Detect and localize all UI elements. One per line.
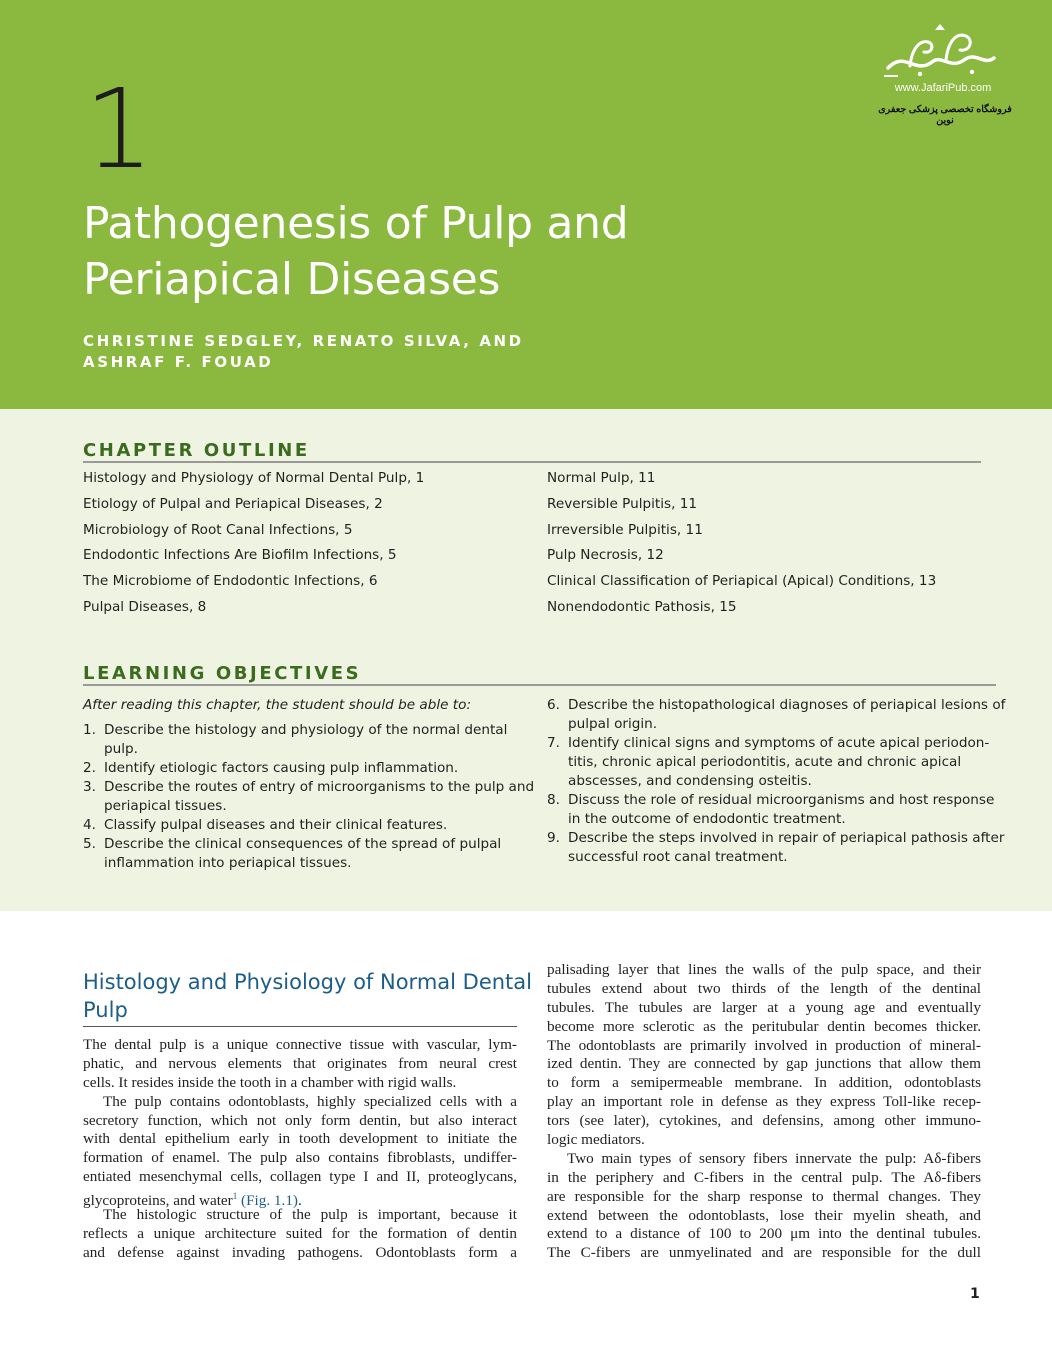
chapter-authors <box>83 331 524 373</box>
body-line: with dental epithelium early in tooth development to initiate the <box>83 1130 517 1148</box>
outline-item[interactable]: Endodontic Infections Are Biofilm Infections, 5 <box>83 547 397 564</box>
objective-item <box>547 829 1005 867</box>
body-line: The histologic structure of the pulp is important, because it <box>103 1206 517 1224</box>
outline-item[interactable]: Pulp Necrosis, 12 <box>547 547 664 564</box>
outline-item[interactable]: Pulpal Diseases, 8 <box>83 598 207 615</box>
body-line: palisading layer that lines the walls of the pulp space, and their <box>547 961 981 978</box>
section-heading-rule <box>83 1026 517 1027</box>
publisher-logo-icon <box>880 20 1000 82</box>
objective-item <box>83 816 523 835</box>
outline-item[interactable]: Microbiology of Root Canal Infections, 5 <box>83 521 353 538</box>
body-line: formation of enamel. The pulp also contains fibroblasts, undiffer- <box>83 1149 517 1167</box>
body-line: The dental pulp is a unique connective tissue with vascular, lym- <box>83 1036 517 1053</box>
objectives-divider <box>83 684 996 686</box>
body-line: tors (see later), cytokines, and defensins, among other immuno- <box>547 1112 981 1130</box>
learning-objectives-heading: LEARNING OBJECTIVES <box>83 663 362 684</box>
objective-number: 2. <box>83 760 96 776</box>
publisher-shop-name: فروشگاه تخصصی پزشکی جعفری نوین <box>878 104 1012 126</box>
objective-line: inflammation into periapical tissues. <box>104 855 352 871</box>
objective-item <box>547 734 990 791</box>
objective-line: Describe the routes of entry of microorganisms to the pulp and <box>104 779 535 795</box>
outline-item[interactable]: Irreversible Pulpitis, 11 <box>547 521 703 538</box>
objective-item <box>547 696 1006 734</box>
objective-line: Identify etiologic factors causing pulp inflammation. <box>104 760 459 776</box>
body-line: to form a semipermeable membrane. In addition, odontoblasts <box>547 1074 981 1092</box>
objective-line: successful root canal treatment. <box>568 849 788 865</box>
publisher-url: www.JafariPub.com <box>894 82 992 94</box>
figure-reference-link[interactable]: (Fig. 1.1) <box>241 1192 298 1210</box>
chapter-title-line: Pathogenesis of Pulp and <box>83 198 629 249</box>
body-line: glycoproteins, and water$^1$ (Fig. 1.1). <box>83 1191 302 1210</box>
outline-left-column <box>83 467 543 622</box>
objectives-intro: After reading this chapter, the student should be able to: <box>83 697 472 713</box>
outline-item[interactable]: Nonendodontic Pathosis, 15 <box>547 598 737 615</box>
body-line: cells. It resides inside the tooth in a chamber with rigid walls. <box>83 1073 457 1091</box>
chapter-header-band <box>0 0 1052 409</box>
reference-superscript[interactable]: 1 <box>232 1191 238 1202</box>
objective-line: pulp. <box>104 741 138 757</box>
authors-line: CHRISTINE SEDGLEY, RENATO SILVA, AND <box>83 332 524 350</box>
outline-right-column <box>547 467 1007 622</box>
objective-number: 8. <box>547 792 560 808</box>
section-heading-line: Histology and Physiology of Normal Dental <box>83 970 532 994</box>
authors-line: ASHRAF F. FOUAD <box>83 353 274 371</box>
chapter-outline-heading: CHAPTER OUTLINE <box>83 440 310 461</box>
page-number: 1 <box>970 1286 980 1302</box>
objective-line: titis, chronic apical periodontitis, acute and chronic apical <box>568 754 962 770</box>
outline-item[interactable]: Clinical Classification of Periapical (Apical) Conditions, 13 <box>547 573 937 590</box>
body-line-text: glycoproteins, and water <box>83 1192 233 1210</box>
body-line: phatic, and nervous elements that originates from neural crest <box>83 1054 517 1072</box>
objective-item <box>83 721 523 759</box>
body-line: extend between the odontoblasts, lose their myelin sheath, and <box>547 1206 981 1224</box>
outline-item[interactable]: Histology and Physiology of Normal Dental Pulp, 1 <box>83 470 425 486</box>
objective-number: 6. <box>547 697 560 713</box>
body-line: and defense against invading pathogens. Odontoblasts form a <box>83 1243 517 1261</box>
body-line: play an important role in defense as they express Toll-like recep- <box>547 1093 981 1111</box>
objective-line: Discuss the role of residual microorganisms and host response <box>568 792 995 808</box>
outline-item[interactable]: Reversible Pulpitis, 11 <box>547 495 698 512</box>
body-line: ized dentin. They are connected by gap junctions that allow them <box>547 1055 981 1073</box>
objective-line: Describe the steps involved in repair of periapical pathosis after <box>568 830 1005 846</box>
body-line: tubules extend about two thirds of the length of the dentinal <box>547 979 981 997</box>
objective-number: 5. <box>83 836 96 852</box>
chapter-number: 1 <box>84 65 154 193</box>
objective-line: Describe the histopathological diagnoses of periapical lesions of <box>568 697 1006 713</box>
objective-line: periapical tissues. <box>104 798 227 814</box>
body-line: entiated mesenchymal cells, collagen type I and II, proteoglycans, <box>83 1168 517 1186</box>
body-line: Two main types of sensory fibers innervate the pulp: Aδ-fibers <box>567 1149 981 1167</box>
body-line: The odontoblasts are primarily involved in production of mineral- <box>547 1036 981 1054</box>
objective-item <box>83 835 523 873</box>
objective-number: 3. <box>83 779 96 795</box>
outline-item[interactable]: The Microbiome of Endodontic Infections, 6 <box>83 573 378 590</box>
objective-item <box>83 759 523 778</box>
publisher-logo <box>870 20 1020 126</box>
objective-number: 1. <box>83 722 96 738</box>
objective-line: pulpal origin. <box>568 716 658 732</box>
objective-item <box>547 791 995 829</box>
body-line: tubules. The tubules are larger at a young age and eventually <box>547 998 981 1016</box>
body-line: become more sclerotic as the peritubular dentin becomes thicker. <box>547 1017 981 1035</box>
body-line: in the periphery and C-fibers in the central pulp. The Aδ-fibers <box>547 1168 981 1186</box>
objectives-left-column <box>83 696 535 873</box>
objective-item <box>83 778 535 816</box>
objective-line: Classify pulpal diseases and their clinical features. <box>104 817 448 833</box>
objective-line: Describe the histology and physiology of the normal dental <box>104 722 508 738</box>
body-line: extend to a distance of 100 to 200 μm into the dentinal tubules. <box>547 1225 981 1243</box>
body-line: are responsible for the sharp response to thermal changes. They <box>547 1187 981 1205</box>
objective-number: 7. <box>547 735 560 751</box>
objective-line: Identify clinical signs and symptoms of acute apical periodon- <box>568 735 990 751</box>
body-line: secretory function, which not only form dentin, but also interact <box>83 1111 517 1129</box>
objective-number: 9. <box>547 830 560 846</box>
body-right-column <box>547 961 981 1263</box>
objective-number: 4. <box>83 817 96 833</box>
body-line: logic mediators. <box>547 1131 645 1149</box>
body-line: The pulp contains odontoblasts, highly specialized cells with a <box>103 1092 517 1110</box>
body-line: The C-fibers are unmyelinated and are responsible for the dull <box>547 1244 981 1262</box>
outline-divider <box>83 461 981 463</box>
body-line: reflects a unique architecture suited for the formation of dentin <box>83 1224 517 1242</box>
outline-item[interactable]: Etiology of Pulpal and Periapical Diseases, 2 <box>83 495 383 512</box>
section-heading-line: Pulp <box>83 998 128 1022</box>
body-left-column <box>83 1036 517 1263</box>
objective-line: abscesses, and condensing osteitis. <box>568 773 812 789</box>
section-heading <box>83 968 532 1024</box>
objectives-right-column <box>547 696 1006 867</box>
objective-line: in the outcome of endodontic treatment. <box>568 811 846 827</box>
chapter-title-line: Periapical Diseases <box>83 254 501 305</box>
objective-line: Describe the clinical consequences of the spread of pulpal <box>104 836 502 852</box>
outline-item[interactable]: Normal Pulp, 11 <box>547 470 656 486</box>
chapter-title <box>83 196 783 308</box>
